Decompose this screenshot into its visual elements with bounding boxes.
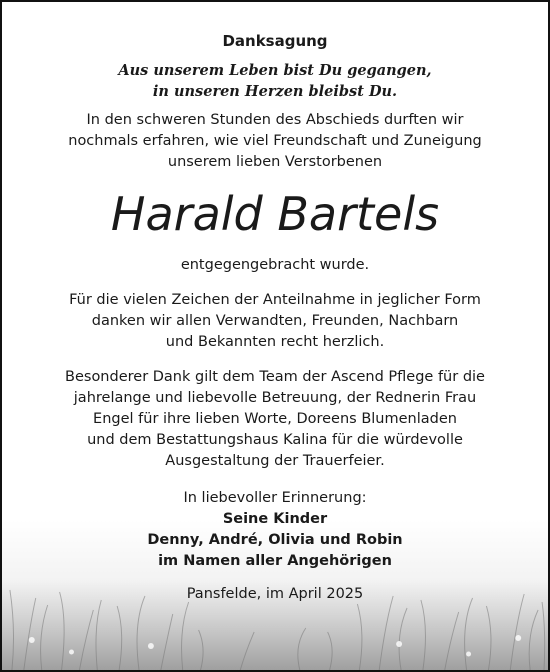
intro-line: In den schweren Stunden des Abschieds durften wir xyxy=(86,112,464,128)
special-line: und dem Bestattungshaus Kalina für die würdevolle xyxy=(87,432,463,448)
memory-line: In liebevoller Erinnerung: xyxy=(183,490,367,506)
signature-block xyxy=(2,488,548,572)
memorial-quote xyxy=(2,60,548,102)
special-line: Engel für ihre lieben Worte, Doreens Blumenladen xyxy=(93,411,457,427)
thanks-paragraph xyxy=(2,290,548,353)
received-line: entgegengebracht wurde. xyxy=(180,257,370,273)
notice-heading: Danksagung xyxy=(222,32,328,50)
thanks-line: und Bekannten recht herzlich. xyxy=(165,334,385,350)
signatory-line: im Namen aller Angehörigen xyxy=(158,553,392,569)
intro-line: nochmals erfahren, wie viel Freundschaft und Zuneigung xyxy=(68,133,482,149)
special-thanks-paragraph xyxy=(2,367,548,472)
thanks-line: danken wir allen Verwandten, Freunden, Nachbarn xyxy=(91,313,459,329)
intro-line: unserem lieben Verstorbenen xyxy=(167,154,383,170)
quote-line: Aus unserem Leben bist Du gegangen, xyxy=(118,62,432,79)
intro-paragraph xyxy=(2,110,548,173)
signatory-line: Seine Kinder xyxy=(222,511,328,527)
special-line: Ausgestaltung der Trauerfeier. xyxy=(165,453,385,469)
place-date: Pansfelde, im April 2025 xyxy=(186,586,364,602)
special-line: jahrelange und liebevolle Betreuung, der Rednerin Frau xyxy=(73,390,477,406)
thanks-line: Für die vielen Zeichen der Anteilnahme in jeglicher Form xyxy=(69,292,481,308)
deceased-name: Harald Bartels xyxy=(110,187,440,241)
notice-content xyxy=(2,2,548,605)
signatory-line: Denny, André, Olivia und Robin xyxy=(147,532,403,548)
quote-line: in unseren Herzen bleibst Du. xyxy=(152,83,398,100)
special-line: Besonderer Dank gilt dem Team der Ascend Pflege für die xyxy=(65,369,485,385)
